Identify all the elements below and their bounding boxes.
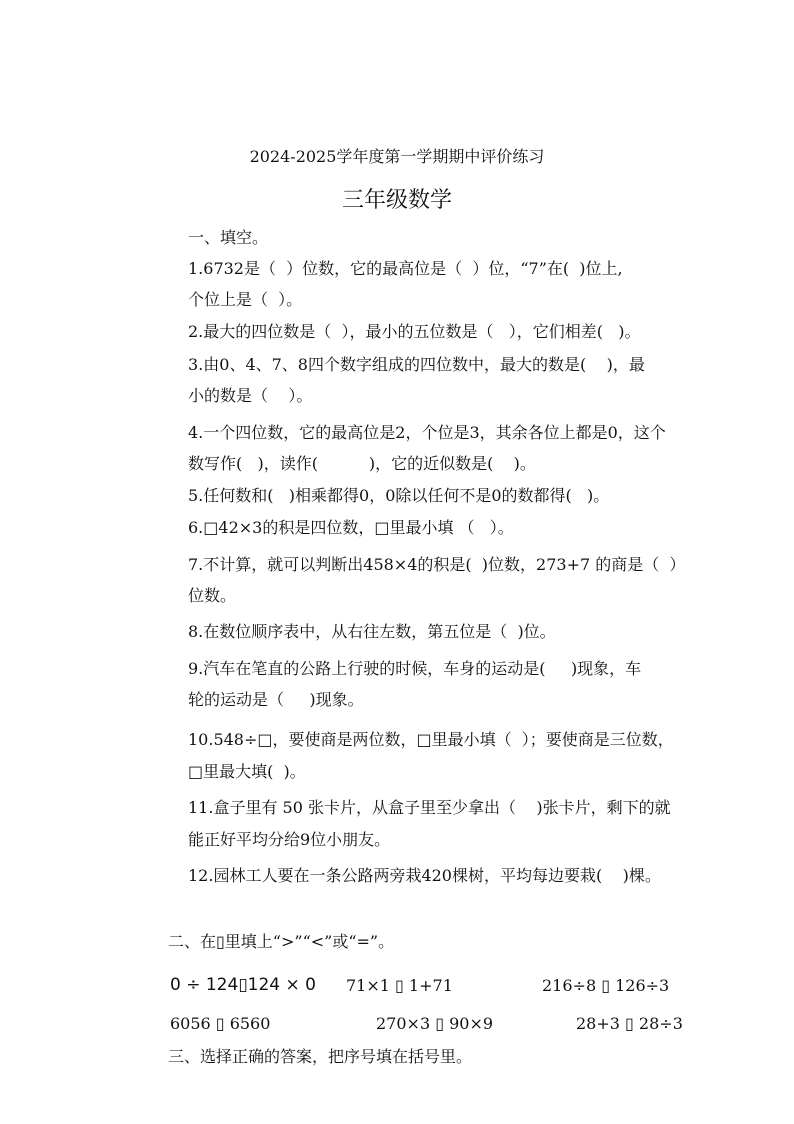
question-7-line1: 7.不计算，就可以判断出458×4的积是( )位数，273+7 的商是（ ）	[188, 555, 686, 574]
exam-title: 2024-2025学年度第一学期期中评价练习	[249, 147, 545, 166]
compare-item-5: 270×3 ▯ 90×9	[376, 1014, 494, 1033]
question-9-line1: 9.汽车在笔直的公路上行驶的时候，车身的运动是( )现象，车	[188, 659, 642, 678]
question-1-line1: 1.6732是（ ）位数，它的最高位是（ ）位，“7”在( )位上,	[188, 259, 623, 278]
question-5: 5.任何数和( )相乘都得0，0除以任何不是0的数都得( )。	[188, 486, 610, 505]
question-3-line2: 小的数是（ ）。	[188, 386, 313, 405]
question-4-line2: 数写作( )，读作( )，它的近似数是( )。	[188, 454, 536, 473]
question-8: 8.在数位顺序表中，从右往左数，第五位是（ )位。	[188, 622, 556, 641]
compare-item-6: 28+3 ▯ 28÷3	[576, 1014, 683, 1033]
section1-heading: 一、填空。	[188, 228, 269, 247]
section2-heading: 二、在▯里填上“>”“<”或“=”。	[168, 932, 395, 951]
question-4-line1: 4.一个四位数，它的最高位是2，个位是3，其余各位上都是0，这个	[188, 423, 666, 442]
compare-item-4: 6056 ▯ 6560	[170, 1014, 271, 1033]
question-11-line2: 能正好平均分给9位小朋友。	[188, 830, 391, 849]
question-10-line2: □里最大填( )。	[188, 762, 306, 781]
question-7-line2: 位数。	[188, 586, 237, 605]
question-9-line2: 轮的运动是（ )现象。	[188, 690, 364, 709]
question-3-line1: 3.由0、4、7、8四个数字组成的四位数中，最大的数是( )，最	[188, 355, 645, 374]
compare-item-2: 71×1 ▯ 1+71	[346, 976, 453, 995]
question-12: 12.园林工人要在一条公路两旁栽420棵树，平均每边要栽( )棵。	[188, 866, 661, 885]
compare-item-1: 0 ÷ 124▯124 × 0	[170, 975, 316, 995]
question-10-line1: 10.548÷□，要使商是两位数，□里最小填（ ）；要使商是三位数，	[188, 730, 674, 749]
question-6: 6.□42×3的积是四位数，□里最小填 （ ）。	[188, 518, 514, 537]
question-11-line1: 11.盒子里有 50 张卡片，从盒子里至少拿出（ )张卡片，剩下的就	[188, 798, 671, 817]
subject-title: 三年级数学	[341, 188, 452, 213]
compare-item-3: 216÷8 ▯ 126÷3	[542, 976, 670, 995]
question-1-line2: 个位上是（ ）。	[188, 290, 303, 309]
section3-heading: 三、选择正确的答案，把序号填在括号里。	[168, 1047, 473, 1066]
question-2: 2.最大的四位数是（ ），最小的五位数是（ ），它们相差( )。	[188, 322, 641, 341]
